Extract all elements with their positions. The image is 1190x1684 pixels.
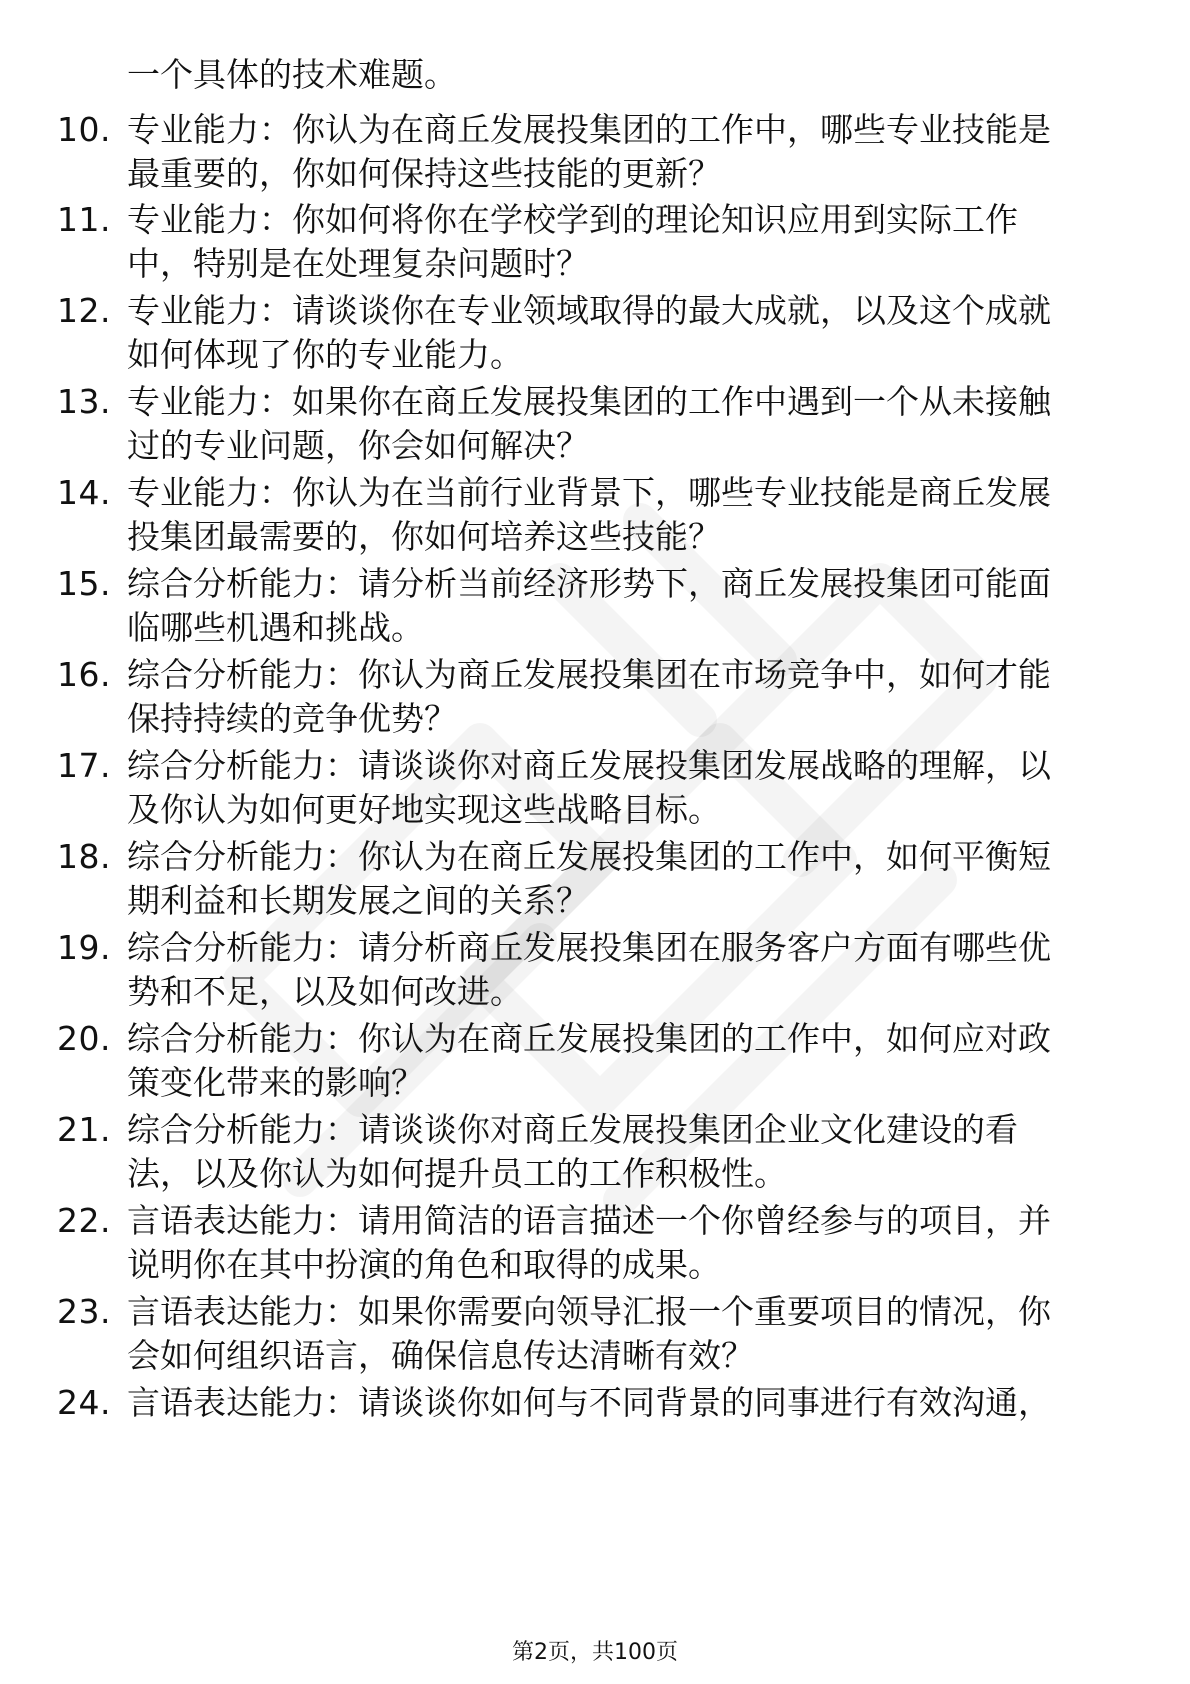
- question-text: [127, 289, 1117, 377]
- question-line: 如何体现了你的专业能力。: [127, 335, 523, 374]
- question-number: 23.: [57, 1292, 111, 1331]
- question-number: 20.: [57, 1019, 111, 1058]
- question-text: [127, 835, 1117, 923]
- question-text: [127, 1017, 1117, 1105]
- page-footer: 第2页，共100页: [512, 1640, 678, 1665]
- question-line: 专业能力：你认为在商丘发展投集团的工作中，哪些专业技能是: [127, 110, 1051, 149]
- question-line: 保持持续的竞争优势？: [127, 699, 457, 738]
- question-text: [127, 562, 1117, 650]
- question-line: 综合分析能力：你认为在商丘发展投集团的工作中，如何平衡短: [127, 837, 1051, 876]
- question-line: 综合分析能力：请谈谈你对商丘发展投集团企业文化建设的看: [127, 1110, 1018, 1149]
- question-number: 12.: [57, 291, 111, 330]
- question-text: [127, 1108, 1117, 1196]
- question-line: 策变化带来的影响？: [127, 1063, 424, 1102]
- question-line: 专业能力：你如何将你在学校学到的理论知识应用到实际工作: [127, 200, 1018, 239]
- question-line: 投集团最需要的，你如何培养这些技能？: [127, 517, 721, 556]
- question-line: 专业能力：如果你在商丘发展投集团的工作中遇到一个从未接触: [127, 382, 1051, 421]
- question-line: 综合分析能力：你认为在商丘发展投集团的工作中，如何应对政: [127, 1019, 1051, 1058]
- question-line: 过的专业问题，你会如何解决？: [127, 426, 589, 465]
- question-text: [127, 198, 1117, 286]
- question-number: 24.: [57, 1383, 111, 1422]
- question-text: [127, 380, 1117, 468]
- question-text: [127, 1290, 1117, 1378]
- question-text: [127, 744, 1117, 832]
- question-text: [127, 108, 1117, 196]
- question-line: 言语表达能力：如果你需要向领导汇报一个重要项目的情况，你: [127, 1292, 1051, 1331]
- question-line: 势和不足，以及如何改进。: [127, 972, 523, 1011]
- question-text: [127, 1199, 1117, 1287]
- question-text: [127, 653, 1117, 741]
- question-number: 13.: [57, 382, 111, 421]
- question-line: 言语表达能力：请用简洁的语言描述一个你曾经参与的项目，并: [127, 1201, 1051, 1240]
- question-number: 10.: [57, 110, 111, 149]
- question-line: 会如何组织语言，确保信息传达清晰有效？: [127, 1336, 754, 1375]
- question-number: 17.: [57, 746, 111, 785]
- question-line: 综合分析能力：你认为商丘发展投集团在市场竞争中，如何才能: [127, 655, 1051, 694]
- question-text: [127, 1381, 1117, 1425]
- question-number: 21.: [57, 1110, 111, 1149]
- question-line: 临哪些机遇和挑战。: [127, 608, 424, 647]
- question-line: 最重要的，你如何保持这些技能的更新？: [127, 154, 721, 193]
- question-number: 22.: [57, 1201, 111, 1240]
- question-line: 说明你在其中扮演的角色和取得的成果。: [127, 1245, 721, 1284]
- question-line: 综合分析能力：请分析商丘发展投集团在服务客户方面有哪些优: [127, 928, 1051, 967]
- question-line: 专业能力：请谈谈你在专业领域取得的最大成就，以及这个成就: [127, 291, 1051, 330]
- question-line: 综合分析能力：请谈谈你对商丘发展投集团发展战略的理解，以: [127, 746, 1051, 785]
- question-number: 14.: [57, 473, 111, 512]
- question-number: 15.: [57, 564, 111, 603]
- question-number: 11.: [57, 200, 111, 239]
- question-line: 言语表达能力：请谈谈你如何与不同背景的同事进行有效沟通，: [127, 1383, 1051, 1422]
- question-line: 及你认为如何更好地实现这些战略目标。: [127, 790, 721, 829]
- question-number: 16.: [57, 655, 111, 694]
- question-line: 中，特别是在处理复杂问题时？: [127, 244, 589, 283]
- question-line: 综合分析能力：请分析当前经济形势下，商丘发展投集团可能面: [127, 564, 1051, 603]
- question-line: 法，以及你认为如何提升员工的工作积极性。: [127, 1154, 787, 1193]
- question-line: 期利益和长期发展之间的关系？: [127, 881, 589, 920]
- continuation-text: 一个具体的技术难题。: [127, 55, 457, 94]
- question-text: [127, 926, 1117, 1014]
- question-line: 专业能力：你认为在当前行业背景下，哪些专业技能是商丘发展: [127, 473, 1051, 512]
- question-text: [127, 471, 1117, 559]
- question-number: 19.: [57, 928, 111, 967]
- question-number: 18.: [57, 837, 111, 876]
